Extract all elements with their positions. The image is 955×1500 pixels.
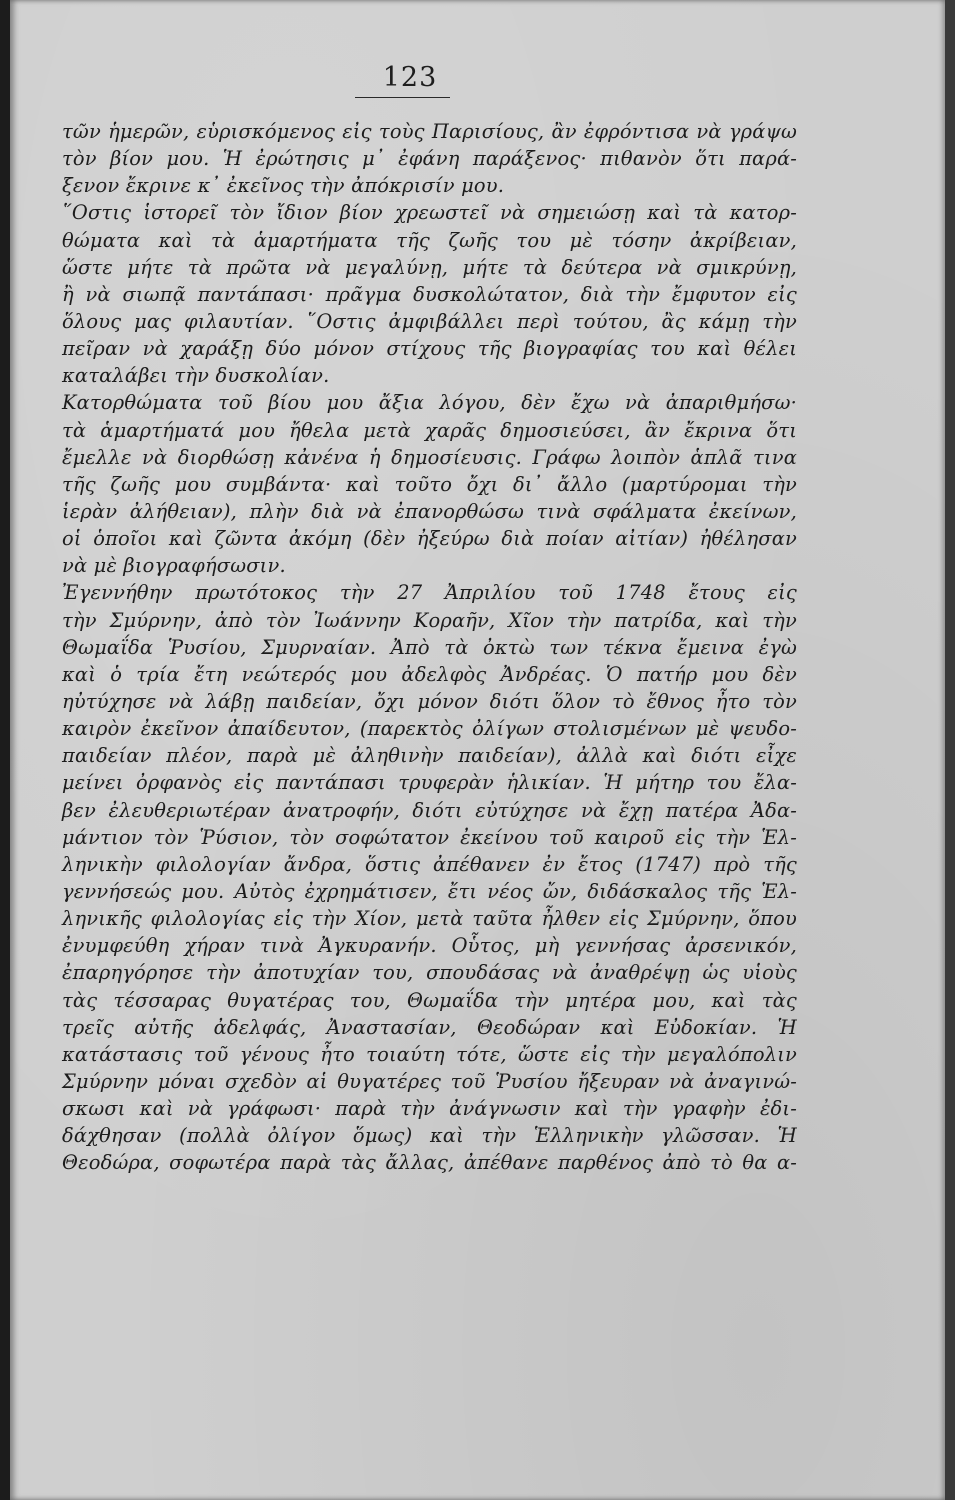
text-line: ἐνυμφεύθη χήραν τινὰ Ἀγκυρανήν. Οὗτος, μὴ γεννήσας ἀρσενικόν, bbox=[62, 934, 797, 958]
page-edge-shadow bbox=[945, 0, 955, 1500]
text-line: ὥστε μήτε τὰ πρῶτα νὰ μεγαλύνῃ, μήτε τὰ δεύτερα νὰ σμικρύνῃ, bbox=[62, 255, 797, 279]
text-line: τὴν Σμύρνην, ἀπὸ τὸν Ἰωάννην Κοραῆν, Χῖον τὴν πατρίδα, καὶ τὴν bbox=[62, 608, 797, 632]
text-line: τὰ ἁμαρτήματά μου ἤθελα μετὰ χαρᾶς δημοσιεύσει, ἂν ἔκρινα ὅτι bbox=[62, 418, 797, 442]
text-line: γεννήσεώς μου. Αὐτὸς ἐχρημάτισεν, ἔτι νέος ὤν, διδάσκαλος τῆς Ἑλ- bbox=[62, 879, 797, 903]
text-line: Ἐγεννήθην πρωτότοκος τὴν 27 Ἀπριλίου τοῦ 1748 ἔτους εἰς bbox=[62, 581, 797, 605]
text-line: ληνικῆς φιλολογίας εἰς τὴν Χίον, μετὰ ταῦτα ἦλθεν εἰς Σμύρνην, ὅπου bbox=[62, 907, 797, 931]
text-line: Σμύρνην μόναι σχεδὸν αἱ θυγατέρες τοῦ Ῥυσίου ἤξευραν νὰ ἀναγινώ- bbox=[62, 1069, 797, 1093]
text-line: καὶ ὁ τρία ἔτη νεώτερός μου ἀδελφὸς Ἀνδρέας. Ὁ πατήρ μου δὲν bbox=[62, 662, 797, 686]
text-line: ηὐτύχησε νὰ λάβῃ παιδείαν, ὄχι μόνον διότι ὅλον τὸ ἔθνος ἦτο τὸν bbox=[62, 689, 797, 713]
text-line: δάχθησαν (πολλὰ ὀλίγον ὅμως) καὶ τὴν Ἑλληνικὴν γλῶσσαν. Ἡ bbox=[62, 1124, 797, 1148]
text-line: ἔμελλε νὰ διορθώσῃ κἀνένα ἡ δημοσίευσις. Γράφω λοιπὸν ἁπλᾶ τινα bbox=[62, 445, 797, 469]
text-line: μείνει ὀρφανὸς εἰς παντάπασι τρυφερὰν ἡλικίαν. Ἡ μήτηρ του ἔλα- bbox=[62, 771, 797, 795]
page-text-body bbox=[62, 118, 797, 1176]
text-line: Κατορθώματα τοῦ βίου μου ἄξια λόγου, δὲν ἔχω νὰ ἀπαριθμήσω· bbox=[62, 391, 797, 415]
text-line: παιδείαν πλέον, παρὰ μὲ ἀληθινὴν παιδείαν), ἀλλὰ καὶ διότι εἶχε bbox=[62, 744, 797, 768]
text-line: ἱερὰν ἀλήθειαν), πλὴν διὰ νὰ ἐπανορθώσω τινὰ σφάλματα ἐκείνων, bbox=[62, 499, 797, 523]
text-line: πεῖραν νὰ χαράξῃ δύο μόνον στίχους τῆς βιογραφίας του καὶ θέλει bbox=[62, 337, 797, 361]
text-line: ὅλους μας φιλαυτίαν. ῞Οστις ἀμφιβάλλει περὶ τούτου, ἂς κάμῃ τὴν bbox=[62, 309, 797, 333]
text-line: τῶν ἡμερῶν, εὑρισκόμενος εἰς τοὺς Παρισίους, ἂν ἐφρόντισα νὰ γράψω bbox=[62, 120, 797, 143]
text-line: βεν ἐλευθεριωτέραν ἀνατροφήν, διότι εὐτύχησε νὰ ἔχῃ πατέρα Ἀδα- bbox=[62, 798, 797, 822]
text-line: τὰς τέσσαρας θυγατέρας του, Θωμαΐδα τὴν μητέρα μου, καὶ τὰς bbox=[62, 988, 797, 1012]
text-line: ληνικὴν φιλολογίαν ἄνδρα, ὅστις ἀπέθανεν ἐν ἔτος (1747) πρὸ τῆς bbox=[62, 852, 797, 876]
page-number: 123 bbox=[382, 62, 438, 93]
text-line: Θωμαΐδα Ῥυσίου, Σμυρναίαν. Ἀπὸ τὰ ὀκτὼ των τέκνα ἔμεινα ἐγὼ bbox=[62, 635, 797, 659]
text-line: ἐπαρηγόρησε τὴν ἀποτυχίαν του, σπουδάσας νὰ ἀναθρέψῃ ὡς υἱοὺς bbox=[62, 961, 797, 985]
text-line: οἱ ὁποῖοι καὶ ζῶντα ἀκόμη (δὲν ἠξεύρω διὰ ποίαν αἰτίαν) ἠθέλησαν bbox=[62, 527, 797, 551]
text-line: ἢ νὰ σιωπᾷ παντάπασι· πρᾶγμα δυσκολώτατον, διὰ τὴν ἔμφυτον εἰς bbox=[62, 282, 797, 306]
text-line: ξενον ἔκρινε κ᾽ ἐκεῖνος τὴν ἀπόκρισίν μου. bbox=[62, 174, 505, 198]
book-spine-shadow bbox=[0, 0, 10, 1500]
text-line: τῆς ζωῆς μου συμβάντα· καὶ τοῦτο ὄχι δι᾽ ἄλλο (μαρτύρομαι τὴν bbox=[62, 472, 797, 496]
text-line: ῞Οστις ἱστορεῖ τὸν ἴδιον βίον χρεωστεῖ νὰ σημειώσῃ καὶ τὰ κατορ- bbox=[62, 201, 797, 225]
text-line: Θεοδώρα, σοφωτέρα παρὰ τὰς ἄλλας, ἀπέθανε παρθένος ἀπὸ τὸ θα α- bbox=[62, 1151, 797, 1175]
text-line: καταλάβει τὴν δυσκολίαν. bbox=[62, 364, 330, 388]
text-line: καιρὸν ἐκεῖνον ἀπαίδευτον, (παρεκτὸς ὀλίγων στολισμένων μὲ ψευδο- bbox=[62, 717, 797, 741]
text-line: σκωσι καὶ νὰ γράφωσι· παρὰ τὴν ἀνάγνωσιν καὶ τὴν γραφὴν ἐδι- bbox=[62, 1097, 797, 1121]
page-number-rule bbox=[355, 97, 450, 98]
text-line: νὰ μὲ βιογραφήσωσιν. bbox=[62, 554, 286, 578]
text-line: μάντιον τὸν Ῥύσιον, τὸν σοφώτατον ἐκείνου τοῦ καιροῦ εἰς τὴν Ἑλ- bbox=[62, 825, 797, 849]
text-line: θώματα καὶ τὰ ἁμαρτήματα τῆς ζωῆς του μὲ τόσην ἀκρίβειαν, bbox=[62, 228, 797, 252]
text-line: τὸν βίον μου. Ἡ ἐρώτησις μ᾽ ἐφάνη παράξενος· πιθανὸν ὅτι παρά- bbox=[62, 147, 797, 171]
text-line: τρεῖς αὐτῆς ἀδελφάς, Ἀναστασίαν, Θεοδώραν καὶ Εὐδοκίαν. Ἡ bbox=[62, 1015, 797, 1039]
text-line: κατάστασις τοῦ γένους ἦτο τοιαύτη τότε, ὥστε εἰς τὴν μεγαλόπολιν bbox=[62, 1042, 797, 1066]
